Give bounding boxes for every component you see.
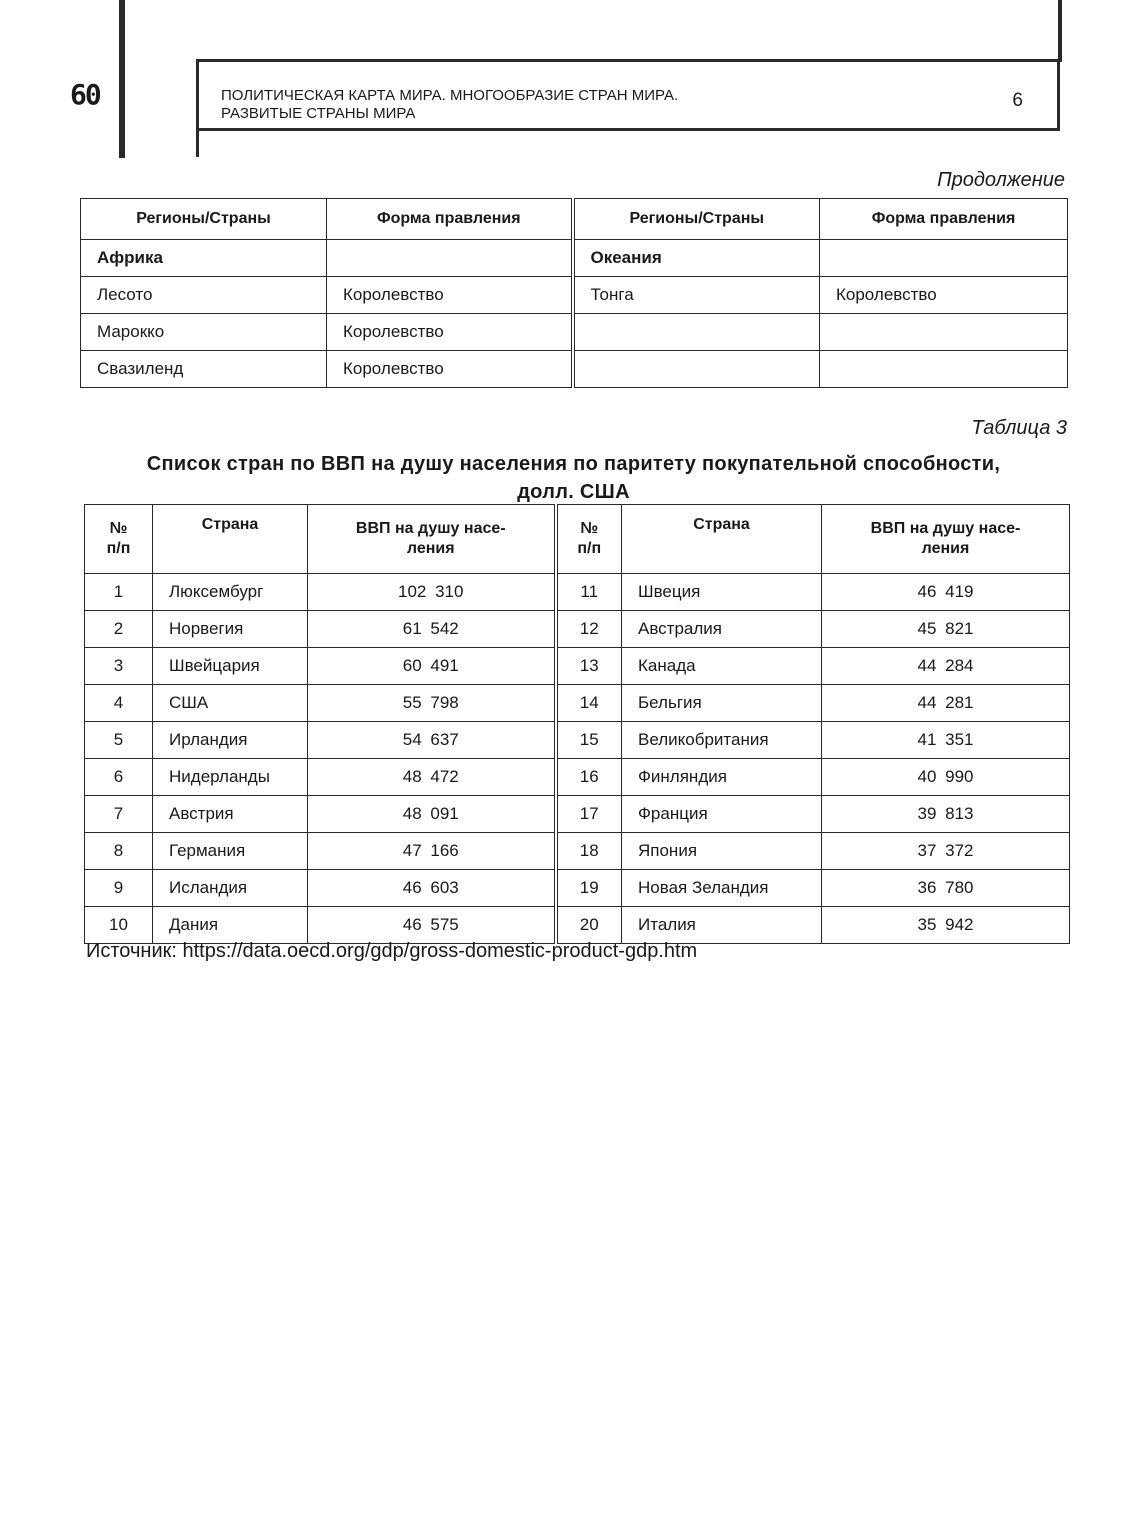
- table-row: [85, 870, 1070, 907]
- table-cell: Ирландия: [153, 722, 308, 759]
- header-tick: [196, 130, 199, 157]
- table-cell: 14: [556, 685, 622, 722]
- table-cell: 55 798: [308, 685, 556, 722]
- table-cell: [327, 240, 573, 277]
- table-cell: 2: [85, 611, 153, 648]
- table-cell: 54 637: [308, 722, 556, 759]
- table-cell: 45 821: [822, 611, 1070, 648]
- table-header-row: [85, 505, 1070, 574]
- table-title-line2: долл. США: [517, 481, 630, 503]
- table-cell: 37 372: [822, 833, 1070, 870]
- header-title: [221, 87, 678, 123]
- table-cell: 60 491: [308, 648, 556, 685]
- table-cell: 7: [85, 796, 153, 833]
- table-cell: [573, 351, 820, 388]
- table-cell: 12: [556, 611, 622, 648]
- continuation-label: Продолжение: [937, 169, 1065, 191]
- gdp-table: [84, 504, 1070, 944]
- column-header-gdp: ВВП на душу насе- ления: [822, 505, 1070, 574]
- table-cell: 20: [556, 907, 622, 944]
- table-cell: 19: [556, 870, 622, 907]
- table-row: [85, 648, 1070, 685]
- table-cell: Новая Зеландия: [622, 870, 822, 907]
- table-cell: 35 942: [822, 907, 1070, 944]
- table-cell: 1: [85, 574, 153, 611]
- source-citation: Источник: https://data.oecd.org/gdp/gross-domestic-product-gdp.htm: [86, 940, 698, 962]
- table-cell: 39 813: [822, 796, 1070, 833]
- table-row: [85, 574, 1070, 611]
- table-cell: Королевство: [327, 314, 573, 351]
- column-header-num: № п/п: [556, 505, 622, 574]
- table-title-line1: Список стран по ВВП на душу населения по паритету покупательной способности,: [146, 453, 1001, 475]
- table-row: [81, 277, 1068, 314]
- table-cell: Марокко: [81, 314, 327, 351]
- table-cell: 47 166: [308, 833, 556, 870]
- column-header-num: № п/п: [85, 505, 153, 574]
- column-header: Форма правления: [820, 199, 1068, 240]
- column-header: Регионы/Страны: [81, 199, 327, 240]
- margin-rule-right: [1058, 0, 1062, 62]
- table-cell: 44 281: [822, 685, 1070, 722]
- table-row: [81, 240, 1068, 277]
- margin-rule-left: [119, 0, 125, 158]
- table-cell: 102 310: [308, 574, 556, 611]
- table-cell: 13: [556, 648, 622, 685]
- table-cell: Финляндия: [622, 759, 822, 796]
- table-cell: Канада: [622, 648, 822, 685]
- table-cell: 15: [556, 722, 622, 759]
- table-cell: Австрия: [153, 796, 308, 833]
- table-cell: 46 575: [308, 907, 556, 944]
- table-cell: Тонга: [573, 277, 820, 314]
- table-label: Таблица 3: [971, 417, 1067, 439]
- table-cell: Бельгия: [622, 685, 822, 722]
- government-forms-table: [80, 198, 1068, 388]
- table-row: [85, 907, 1070, 944]
- table-row: [85, 685, 1070, 722]
- running-header: [196, 59, 1060, 131]
- table-cell: Швеция: [622, 574, 822, 611]
- chapter-number: 6: [1012, 90, 1023, 111]
- table-cell: 16: [556, 759, 622, 796]
- table-cell: 3: [85, 648, 153, 685]
- table-cell: 4: [85, 685, 153, 722]
- table-cell: [820, 240, 1068, 277]
- table-cell: 8: [85, 833, 153, 870]
- table-row: [85, 833, 1070, 870]
- table-cell: 46 603: [308, 870, 556, 907]
- table-cell: 41 351: [822, 722, 1070, 759]
- column-header: Регионы/Страны: [573, 199, 820, 240]
- table-cell: 44 284: [822, 648, 1070, 685]
- header-title-line2: РАЗВИТЫЕ СТРАНЫ МИРА: [221, 105, 416, 122]
- table-cell: [820, 351, 1068, 388]
- page-number: 60: [70, 78, 100, 111]
- table-cell: Королевство: [327, 351, 573, 388]
- table-row: [85, 611, 1070, 648]
- table-cell: Италия: [622, 907, 822, 944]
- table-cell: Африка: [81, 240, 327, 277]
- table-cell: 10: [85, 907, 153, 944]
- table-cell: Австралия: [622, 611, 822, 648]
- table-cell: Япония: [622, 833, 822, 870]
- table-cell: 61 542: [308, 611, 556, 648]
- table-cell: Дания: [153, 907, 308, 944]
- table-cell: Люксембург: [153, 574, 308, 611]
- header-title-line1: ПОЛИТИЧЕСКАЯ КАРТА МИРА. МНОГООБРАЗИЕ СТРАН МИРА.: [221, 87, 679, 104]
- table-cell: Исландия: [153, 870, 308, 907]
- table-cell: 48 472: [308, 759, 556, 796]
- table-cell: 5: [85, 722, 153, 759]
- table-row: [85, 722, 1070, 759]
- table-cell: 6: [85, 759, 153, 796]
- table-cell: 48 091: [308, 796, 556, 833]
- table-cell: США: [153, 685, 308, 722]
- table-row: [81, 351, 1068, 388]
- table-cell: Швейцария: [153, 648, 308, 685]
- table-cell: Королевство: [327, 277, 573, 314]
- table-cell: 18: [556, 833, 622, 870]
- table-cell: 17: [556, 796, 622, 833]
- table-row: [85, 796, 1070, 833]
- column-header-gdp: ВВП на душу насе- ления: [308, 505, 556, 574]
- table-cell: Свазиленд: [81, 351, 327, 388]
- column-header-country: Страна: [153, 505, 308, 574]
- table-cell: Норвегия: [153, 611, 308, 648]
- table-row: [85, 759, 1070, 796]
- table-cell: [820, 314, 1068, 351]
- table-cell: Нидерланды: [153, 759, 308, 796]
- table-cell: [573, 314, 820, 351]
- table-cell: Германия: [153, 833, 308, 870]
- table-cell: 40 990: [822, 759, 1070, 796]
- table-cell: 36 780: [822, 870, 1070, 907]
- table-title: [80, 450, 1067, 506]
- table-cell: 9: [85, 870, 153, 907]
- table-row: [81, 314, 1068, 351]
- table-cell: Королевство: [820, 277, 1068, 314]
- column-header: Форма правления: [327, 199, 573, 240]
- table-cell: Океания: [573, 240, 820, 277]
- table-cell: Франция: [622, 796, 822, 833]
- table-cell: 46 419: [822, 574, 1070, 611]
- table-header-row: [81, 199, 1068, 240]
- table-cell: 11: [556, 574, 622, 611]
- column-header-country: Страна: [622, 505, 822, 574]
- table-cell: Лесото: [81, 277, 327, 314]
- table-cell: Великобритания: [622, 722, 822, 759]
